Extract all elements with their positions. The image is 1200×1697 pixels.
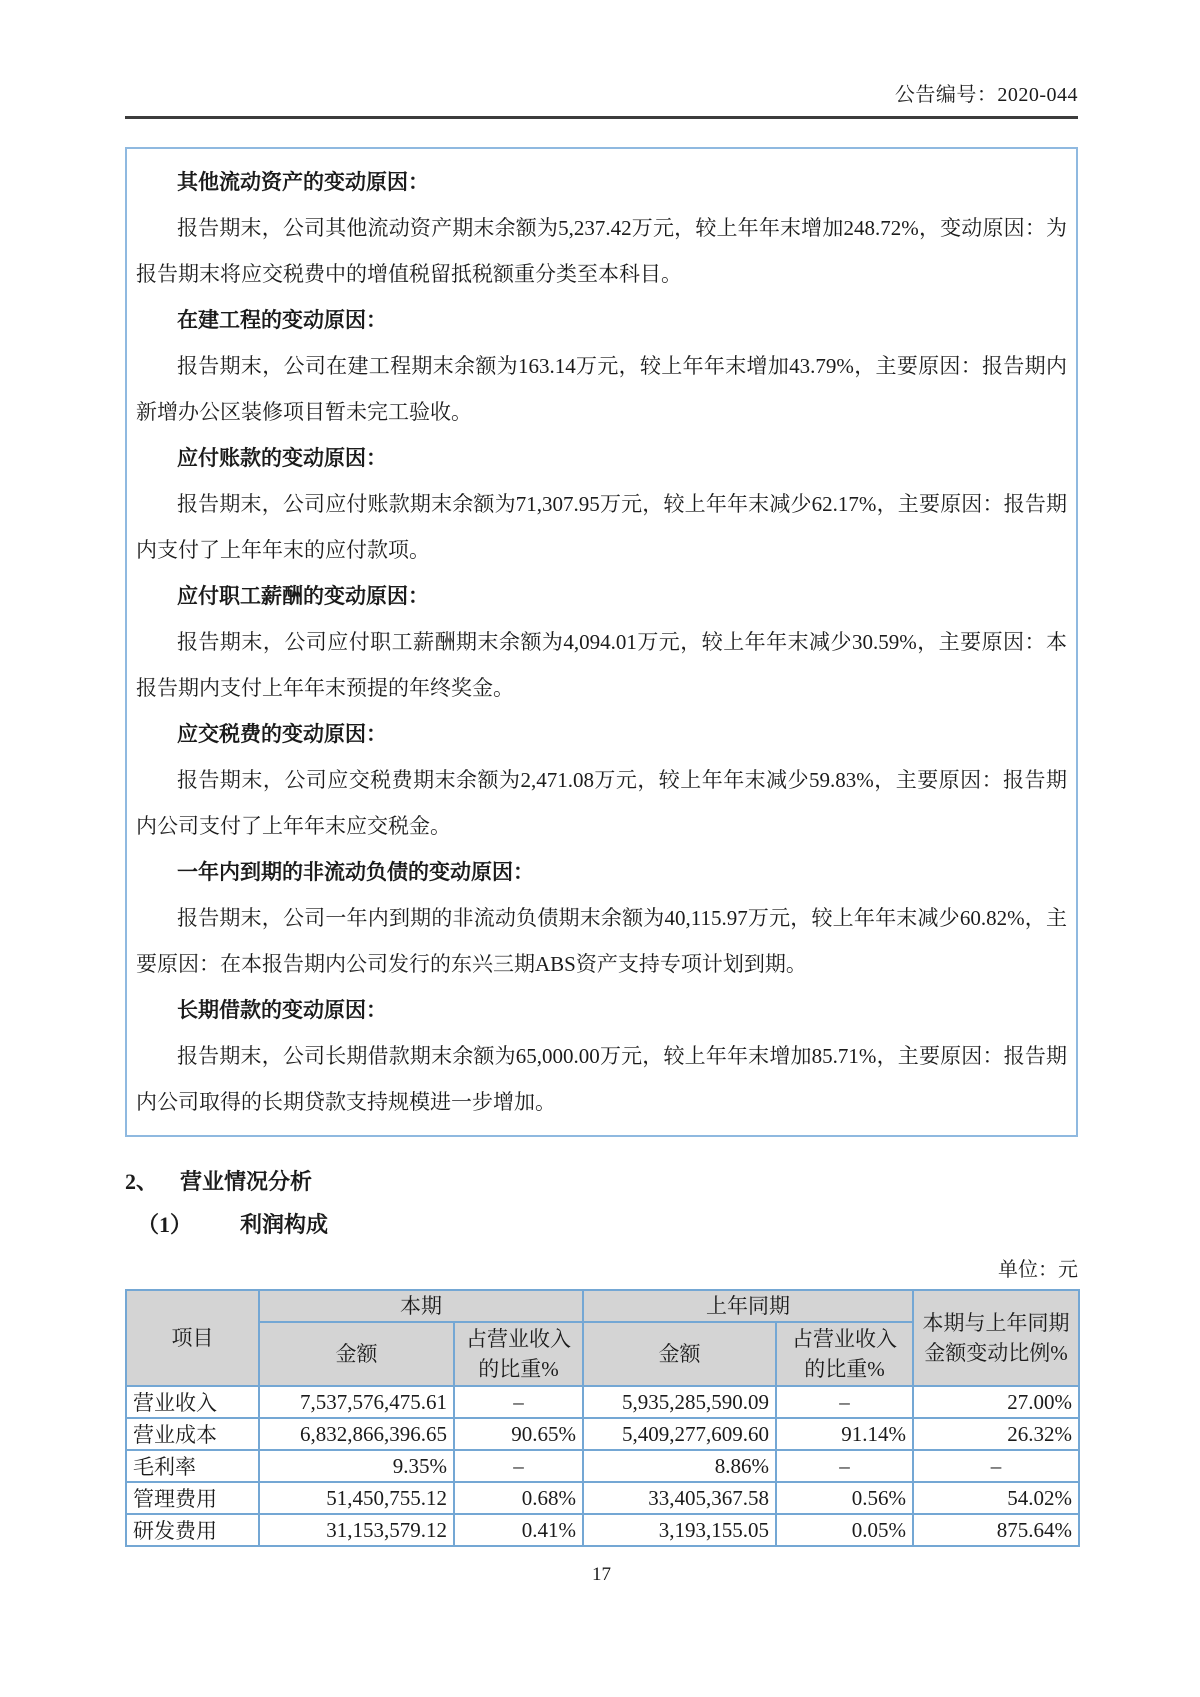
row-label: 营业收入	[126, 1386, 259, 1418]
cell-share-current: 0.41%	[454, 1514, 583, 1546]
table-header-row-1	[126, 1290, 1079, 1322]
cell-amount-prior: 5,409,277,609.60	[583, 1418, 776, 1450]
col-header-amount-current: 金额	[259, 1322, 454, 1386]
row-label: 研发费用	[126, 1514, 259, 1546]
cell-share-current: 0.68%	[454, 1482, 583, 1514]
cell-amount-prior: 3,193,155.05	[583, 1514, 776, 1546]
profit-subsection-number: （1）	[137, 1212, 193, 1237]
section-body: 报告期末，公司一年内到期的非流动负债期末余额为40,115.97万元，较上年年末减少60.82%，主要原因：在本报告期内公司发行的东兴三期ABS资产支持专项计划到期。	[136, 906, 1067, 976]
section-heading: 其他流动资产的变动原因：	[177, 170, 429, 194]
analysis-section-title: 营业情况分析	[180, 1169, 313, 1194]
col-header-share-prior: 占营业收入的比重%	[776, 1322, 913, 1386]
profit-composition-table	[125, 1289, 1080, 1547]
page-content	[125, 0, 1078, 1586]
profit-subsection-title: 利润构成	[240, 1212, 329, 1237]
section-heading: 长期借款的变动原因：	[177, 998, 387, 1022]
page-number: 17	[592, 1564, 611, 1585]
cell-amount-prior: 33,405,367.58	[583, 1482, 776, 1514]
section-body: 报告期末，公司长期借款期末余额为65,000.00万元，较上年年末增加85.71%，主要原因：报告期内公司取得的长期贷款支持规模进一步增加。	[136, 1044, 1067, 1114]
cell-share-current: 90.65%	[454, 1418, 583, 1450]
cell-change-ratio: 26.32%	[913, 1418, 1079, 1450]
cell-share-prior: –	[776, 1386, 913, 1418]
section-body: 报告期末，公司在建工程期末余额为163.14万元，较上年年末增加43.79%，主要原因：报告期内新增办公区装修项目暂未完工验收。	[136, 354, 1067, 424]
unit-label: 单位：元	[998, 1259, 1078, 1281]
section-body: 报告期末，公司其他流动资产期末余额为5,237.42万元，较上年年末增加248.72%，变动原因：为报告期末将应交税费中的增值税留抵税额重分类至本科目。	[136, 216, 1067, 286]
col-header-prior-period: 上年同期	[583, 1290, 913, 1322]
cell-change-ratio: –	[913, 1450, 1079, 1482]
row-label: 管理费用	[126, 1482, 259, 1514]
table-row	[126, 1482, 1079, 1514]
section-body: 报告期末，公司应交税费期末余额为2,471.08万元，较上年年末减少59.83%，主要原因：报告期内公司支付了上年年末应交税金。	[136, 768, 1067, 838]
section-body: 报告期末，公司应付账款期末余额为71,307.95万元，较上年年末减少62.17%，主要原因：报告期内支付了上年年末的应付款项。	[136, 492, 1067, 562]
change-reasons-box	[125, 147, 1078, 1137]
section-body: 报告期末，公司应付职工薪酬期末余额为4,094.01万元，较上年年末减少30.59%，主要原因：本报告期内支付上年年末预提的年终奖金。	[136, 630, 1067, 700]
section-heading: 一年内到期的非流动负债的变动原因：	[177, 860, 534, 884]
col-header-change-ratio: 本期与上年同期金额变动比例%	[913, 1290, 1079, 1386]
announcement-number: 公告编号：2020-044	[894, 84, 1078, 106]
table-row	[126, 1450, 1079, 1482]
cell-change-ratio: 27.00%	[913, 1386, 1079, 1418]
row-label: 毛利率	[126, 1450, 259, 1482]
header-divider	[125, 116, 1078, 119]
cell-change-ratio: 875.64%	[913, 1514, 1079, 1546]
table-header	[126, 1290, 1079, 1386]
cell-amount-prior: 5,935,285,590.09	[583, 1386, 776, 1418]
col-header-current-period: 本期	[259, 1290, 583, 1322]
section-heading: 应付职工薪酬的变动原因：	[177, 584, 429, 608]
profit-subsection-heading	[125, 1208, 1078, 1239]
cell-amount-current: 9.35%	[259, 1450, 454, 1482]
section-heading: 应付账款的变动原因：	[177, 446, 387, 470]
cell-amount-current: 7,537,576,475.61	[259, 1386, 454, 1418]
col-header-amount-prior: 金额	[583, 1322, 776, 1386]
analysis-section-heading	[125, 1165, 1078, 1196]
col-header-item: 项目	[126, 1290, 259, 1386]
cell-share-prior: 91.14%	[776, 1418, 913, 1450]
cell-share-prior: 0.56%	[776, 1482, 913, 1514]
cell-share-current: –	[454, 1386, 583, 1418]
table-row	[126, 1418, 1079, 1450]
cell-change-ratio: 54.02%	[913, 1482, 1079, 1514]
row-label: 营业成本	[126, 1418, 259, 1450]
col-header-share-current: 占营业收入的比重%	[454, 1322, 583, 1386]
cell-share-prior: 0.05%	[776, 1514, 913, 1546]
table-row	[126, 1386, 1079, 1418]
section-heading: 在建工程的变动原因：	[177, 308, 387, 332]
cell-amount-current: 31,153,579.12	[259, 1514, 454, 1546]
analysis-section-number: 2、	[125, 1169, 159, 1194]
cell-share-current: –	[454, 1450, 583, 1482]
cell-amount-prior: 8.86%	[583, 1450, 776, 1482]
cell-share-prior: –	[776, 1450, 913, 1482]
table-row	[126, 1514, 1079, 1546]
cell-amount-current: 51,450,755.12	[259, 1482, 454, 1514]
section-heading: 应交税费的变动原因：	[177, 722, 387, 746]
cell-amount-current: 6,832,866,396.65	[259, 1418, 454, 1450]
